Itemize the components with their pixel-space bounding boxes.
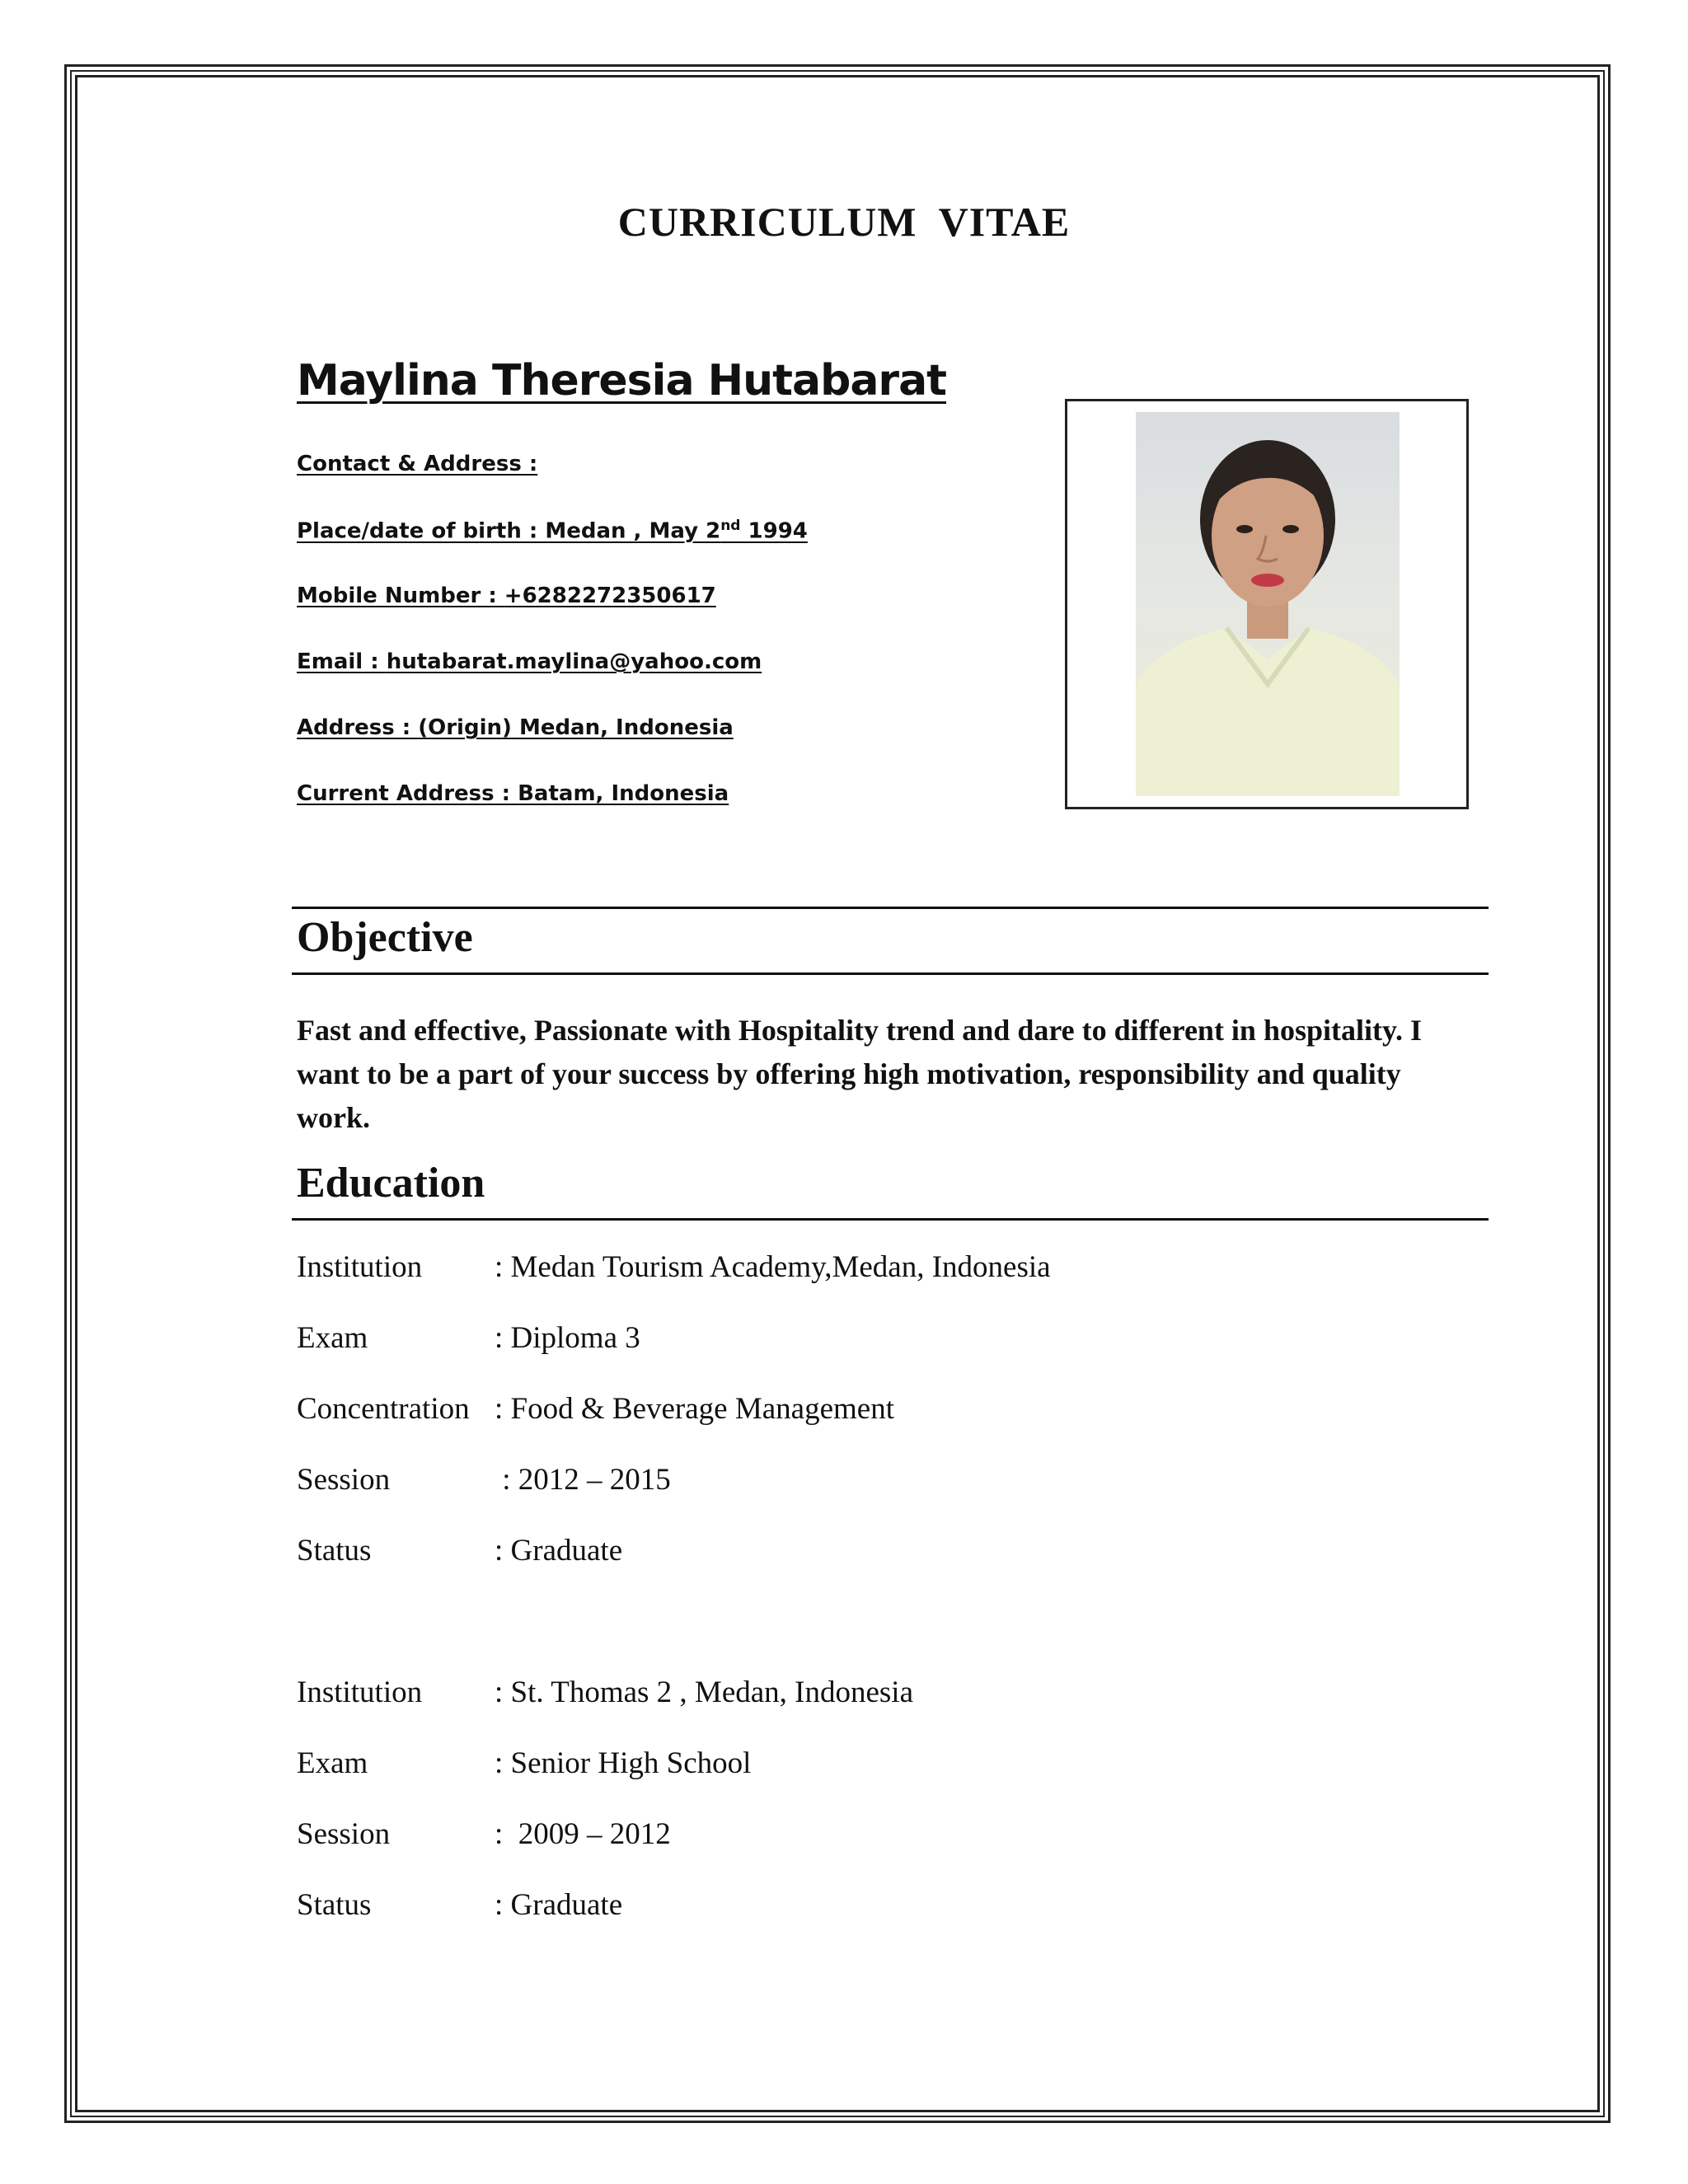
exam-value: : Senior High School <box>495 1746 752 1780</box>
concentration-label: Concentration <box>297 1392 470 1426</box>
exam-value: : Diploma 3 <box>495 1321 640 1355</box>
session-label: Session <box>297 1817 391 1851</box>
education-exam-row <box>297 1320 640 1356</box>
education-concentration-row <box>297 1391 894 1427</box>
birth-suffix: nd <box>720 518 741 534</box>
email-label: Email : <box>297 649 387 674</box>
email-info <box>297 649 762 674</box>
institution-value: : St. Thomas 2 , Medan, Indonesia <box>495 1675 914 1709</box>
education-heading: Education <box>297 1160 485 1207</box>
education-status-row <box>297 1533 622 1568</box>
mobile-info <box>297 583 716 608</box>
exam-label: Exam <box>297 1746 368 1780</box>
candidate-name: Maylina Theresia Hutabarat <box>297 356 947 405</box>
objective-text: Fast and effective, Passionate with Hospitality trend and dare to different in hospitality. I want to be a part of your success by offering high motivation, responsibility and quality work. <box>297 1014 1423 1134</box>
session-value: : 2009 – 2012 <box>495 1817 671 1851</box>
education-session-row <box>297 1462 671 1497</box>
objective-heading: Objective <box>297 914 473 961</box>
portrait-icon <box>1136 412 1400 796</box>
education-exam-row <box>297 1746 751 1781</box>
birth-year: 1994 <box>740 518 808 544</box>
exam-label: Exam <box>297 1321 368 1355</box>
email-value: hutabarat.maylina@yahoo.com <box>386 649 762 674</box>
objective-bottom-rule <box>292 972 1489 975</box>
concentration-value: : Food & Beverage Management <box>495 1392 894 1426</box>
birth-info <box>297 518 808 544</box>
status-label: Status <box>297 1888 372 1922</box>
education-status-row <box>297 1887 622 1923</box>
institution-value: : Medan Tourism Academy,Medan, Indonesia <box>495 1250 1051 1284</box>
birth-label: Place/date of birth : Medan , May 2 <box>297 518 721 544</box>
profile-photo <box>1136 412 1400 796</box>
document-title: CURRICULUM VITAE <box>617 199 1071 245</box>
education-institution-row <box>297 1675 913 1710</box>
education-institution-row <box>297 1249 1051 1285</box>
status-value: : Graduate <box>495 1888 623 1922</box>
contact-heading: Contact & Address : <box>297 452 538 476</box>
institution-label: Institution <box>297 1675 423 1709</box>
mobile-label: Mobile Number : <box>297 583 504 608</box>
current-address: Current Address : Batam, Indonesia <box>297 781 729 806</box>
status-label: Status <box>297 1534 372 1568</box>
session-label: Session <box>297 1463 391 1497</box>
mobile-value: +6282272350617 <box>504 583 716 608</box>
education-rule <box>292 1218 1489 1221</box>
session-value: : 2012 – 2015 <box>495 1463 671 1497</box>
status-value: : Graduate <box>495 1534 623 1568</box>
objective-top-rule <box>292 907 1489 909</box>
education-session-row <box>297 1816 671 1852</box>
institution-label: Institution <box>297 1250 423 1284</box>
origin-address: Address : (Origin) Medan, Indonesia <box>297 715 734 740</box>
